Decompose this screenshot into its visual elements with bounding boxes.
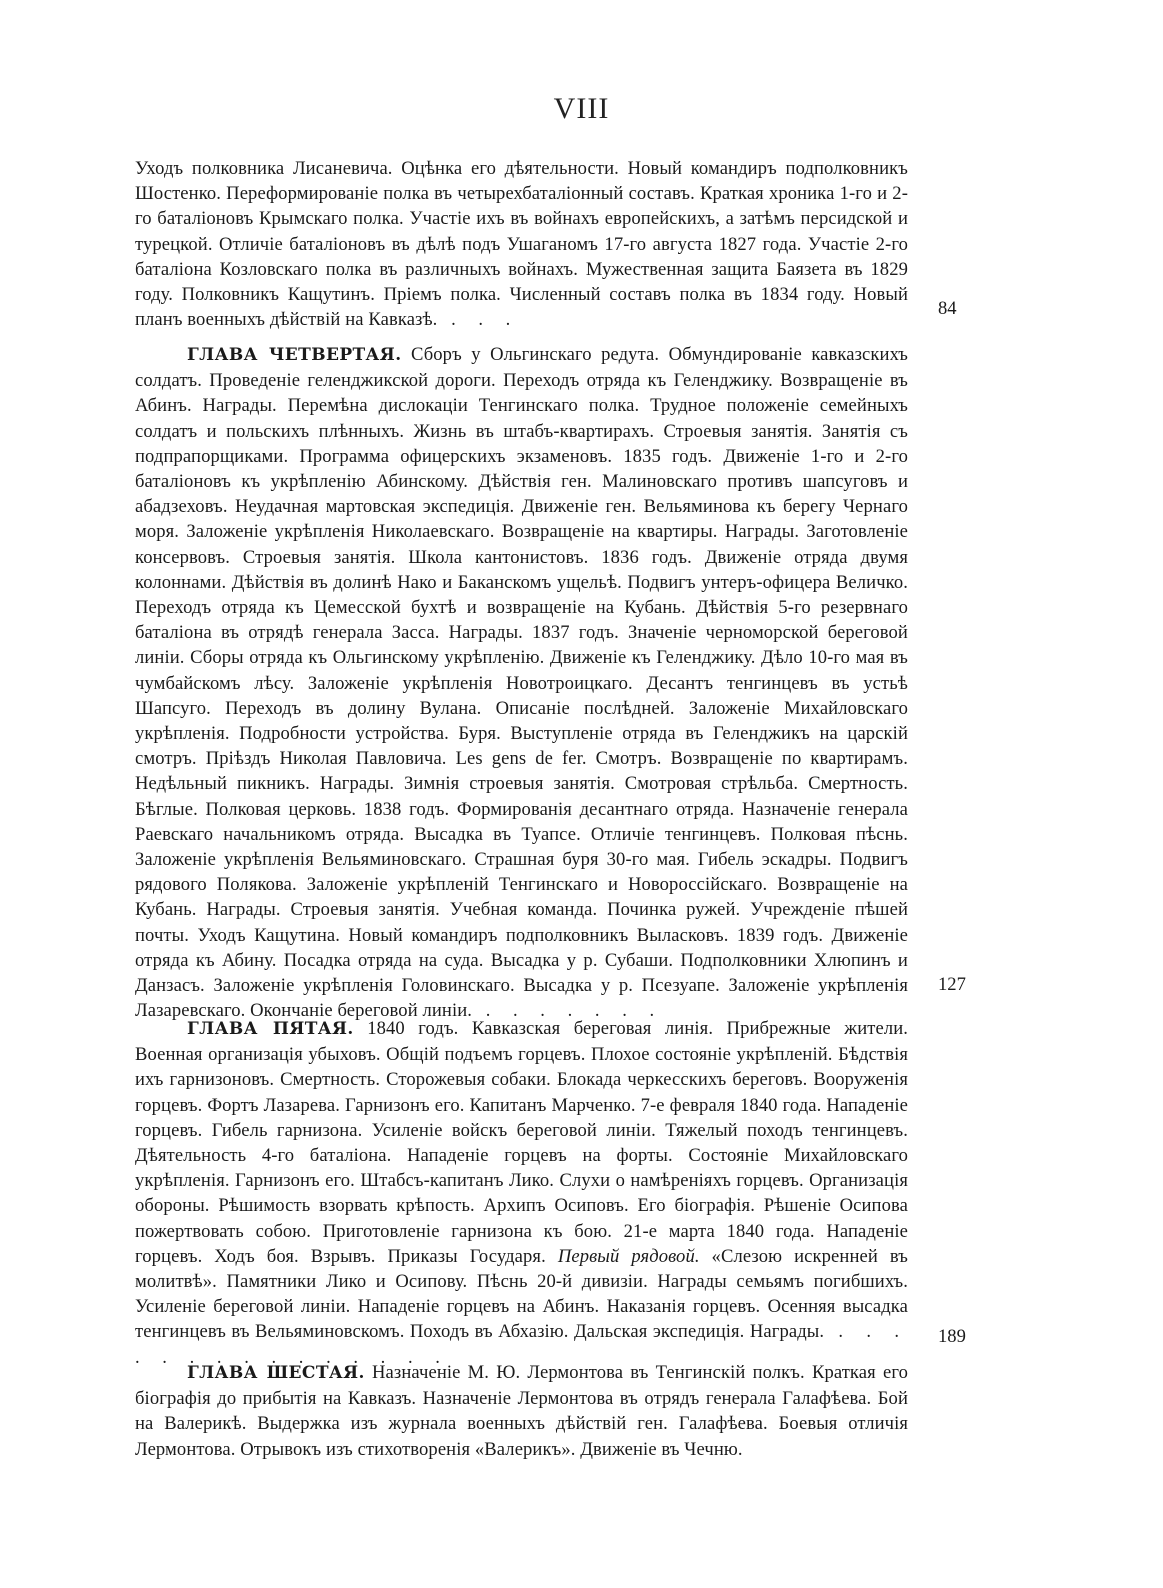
toc-entry-1: [135, 156, 908, 332]
toc-entry-chapter-6: [135, 1360, 908, 1462]
entry-text: 1840 годъ. Кавказская береговая линія. Прибрежные жители. Военная организація убыховъ. Общій подъемъ горцевъ. Плохое состояніе укрѣпленій. Бѣдствія ихъ гарнизоновъ. Смертность. Сторожевыя собаки. Блокада черкесскихъ береговъ. Вооруженія горцевъ. Фортъ Лазарева. Гарнизонъ его. Капитанъ Марченко. 7-е февраля 1840 года. Нападеніе горцевъ. Гибель гарнизона. Усиленіе войскъ береговой линіи. Тяжелый походъ тенгинцевъ. Дѣятельность 4-го баталіона. Нападеніе горцевъ на форты. Состояніе Михайловскаго укрѣпленія. Гарнизонъ его. Штабсъ-капитанъ Лико. Слухи о намѣреніяхъ горцевъ. Организація обороны. Рѣшимость взорвать крѣпость. Архипъ Осиповъ. Его біографія. Рѣшеніе Осипова пожертвовать собою. Приготовленіе гарнизона къ бою. 21-е марта 1840 года. Нападеніе горцевъ. Ходъ боя. Взрывъ. Приказы Государя.: [135, 1018, 909, 1267]
leader-dots: . . .: [437, 309, 520, 331]
entry-page-number: 127: [938, 974, 966, 995]
entry-text: Уходъ полковника Лисаневича. Оцѣнка его дѣятельности. Новый командиръ подполковникъ Шостенко. Переформированіе полка въ четырехбаталіонный составъ. Краткая хроника 1-го и 2-го баталіоновъ Крымскаго полка. Участіе ихъ въ войнахъ европейскихъ, а затѣмъ персидской и турецкой. Отличіе баталіоновъ въ дѣлѣ подъ Ушаганомъ 17-го августа 1827 года. Участіе 2-го баталіона Козловскаго полка въ различныхъ войнахъ. Мужественная защита Баязета въ 1829 году. Полковникъ Кащутинъ. Пріемъ полка. Численный составъ полка въ 1834 году. Новый планъ военныхъ дѣйствій на Кавказѣ.: [135, 158, 908, 331]
chapter-title: ГЛАВА ШЕСТАЯ.: [187, 1363, 365, 1383]
entry-text-continued: «Слезою искренней въ молитвѣ». Памятники Лико и Осипову. Пѣснь 20-й дивизіи. Награды семьямъ погибшихъ. Усиленіе береговой линіи. Нападеніе горцевъ на Абинъ. Наказанія горцевъ. Осенняя высадка тенгинцевъ въ Вельяминовскомъ. Походъ въ Абхазію. Дальская экспедиція. Награды.: [135, 1245, 909, 1343]
chapter-title: ГЛАВА ЧЕТВЕРТАЯ.: [187, 345, 402, 365]
leader-dots: . . . . . . . . . . . . . . .: [135, 1321, 909, 1368]
leader-dots: . . . . . . .: [472, 1000, 664, 1022]
chapter-title: ГЛАВА ПЯТАЯ.: [187, 1019, 354, 1039]
page-number: VIII: [553, 92, 610, 125]
toc-entry-chapter-4: [135, 342, 908, 1023]
toc-entry-chapter-5: [135, 1016, 908, 1370]
entry-page-number: 189: [938, 1326, 966, 1347]
entry-text: Назначеніе М. Ю. Лермонтова въ Тенгинскій полкъ. Краткая его біографія до прибытія на Кавказъ. Назначеніе Лермонтова въ отрядъ генерала Галафѣева. Бой на Валерикѣ. Выдержка изъ журнала военныхъ дѣйствій ген. Галафѣева. Боевыя отличія Лермонтова. Отрывокъ изъ стихотворенія «Валерикъ». Движеніе въ Чечню.: [135, 1362, 908, 1460]
italic-title: Первый рядовой.: [557, 1245, 700, 1267]
entry-page-number: 84: [938, 298, 957, 319]
entry-text: Сборъ у Ольгинскаго редута. Обмундированіе кавказскихъ солдатъ. Проведеніе геленджикской дороги. Переходъ отряда къ Геленджику. Возвращеніе въ Абинъ. Награды. Перемѣна дислокаціи Тенгинскаго полка. Трудное положеніе семейныхъ солдатъ и польскихъ плѣнныхъ. Жизнь въ штабъ-квартирахъ. Строевыя занятія. Занятія съ подпрапорщиками. Программа офицерскихъ экзаменовъ. 1835 годъ. Движеніе 1-го и 2-го баталіоновъ къ укрѣпленію Абинскому. Дѣйствія ген. Малиновскаго противъ шапсуговъ и абадзеховъ. Неудачная мартовская экспедиція. Движеніе ген. Вельяминова къ берегу Чернаго моря. Заложеніе укрѣпленія Николаевскаго. Возвращеніе на квартиры. Награды. Заготовленіе консервовъ. Строевыя занятія. Школа кантонистовъ. 1836 годъ. Движеніе отряда двумя колоннами. Дѣйствія въ долинѣ Нако и Баканскомъ ущельѣ. Подвигъ унтеръ-офицера Величко. Переходъ отряда къ Цемесской бухтѣ и возвращеніе на Кубань. Дѣйствія 5-го резервнаго баталіона въ отрядѣ генерала Засса. Награды. 1837 годъ. Значеніе черноморской береговой линіи. Сборы отряда къ Ольгинскому укрѣпленію. Движеніе къ Геленджику. Дѣло 10-го мая въ чумбайскомъ лѣсу. Заложеніе укрѣпленія Новотроицкаго. Десантъ тенгинцевъ въ устьѣ Шапсуго. Переходъ въ долину Вулана. Описаніе послѣдней. Заложеніе Михайловскаго укрѣпленія. Подробности устройства. Буря. Выступленіе отряда въ Геленджикъ на царскій смотръ. Пріѣздъ Николая Павловича. Les gens de fer. Смотръ. Возвращеніе по квартирамъ. Недѣльный пикникъ. Награды. Зимнія строевыя занятія. Смотровая стрѣльба. Смертность. Бѣглые. Полковая церковь. 1838 годъ. Формированія десантнаго отряда. Назначеніе генерала Раевскаго начальникомъ отряда. Высадка въ Туапсе. Отличіе тенгинцевъ. Полковая пѣснь. Заложеніе укрѣпленія Вельяминовскаго. Страшная буря 30-го мая. Гибель эскадры. Подвигъ рядового Полякова. Заложеніе укрѣпленій Тенгинскаго и Новороссійскаго. Возвращеніе на Кубань. Награды. Строевыя занятія. Учебная команда. Починка ружей. Учрежденіе пѣшей почты. Уходъ Кащутина. Новый командиръ подполковникъ Выласковъ. 1839 годъ. Движеніе отряда къ Абину. Посадка отряда на суда. Высадка у р. Субаши. Подполковники Хлюпинъ и Данзасъ. Заложеніе укрѣпленія Головинскаго. Высадка у р. Псезуапе. Заложеніе укрѣпленія Лазаревскаго. Окончаніе береговой линіи.: [135, 344, 909, 1022]
